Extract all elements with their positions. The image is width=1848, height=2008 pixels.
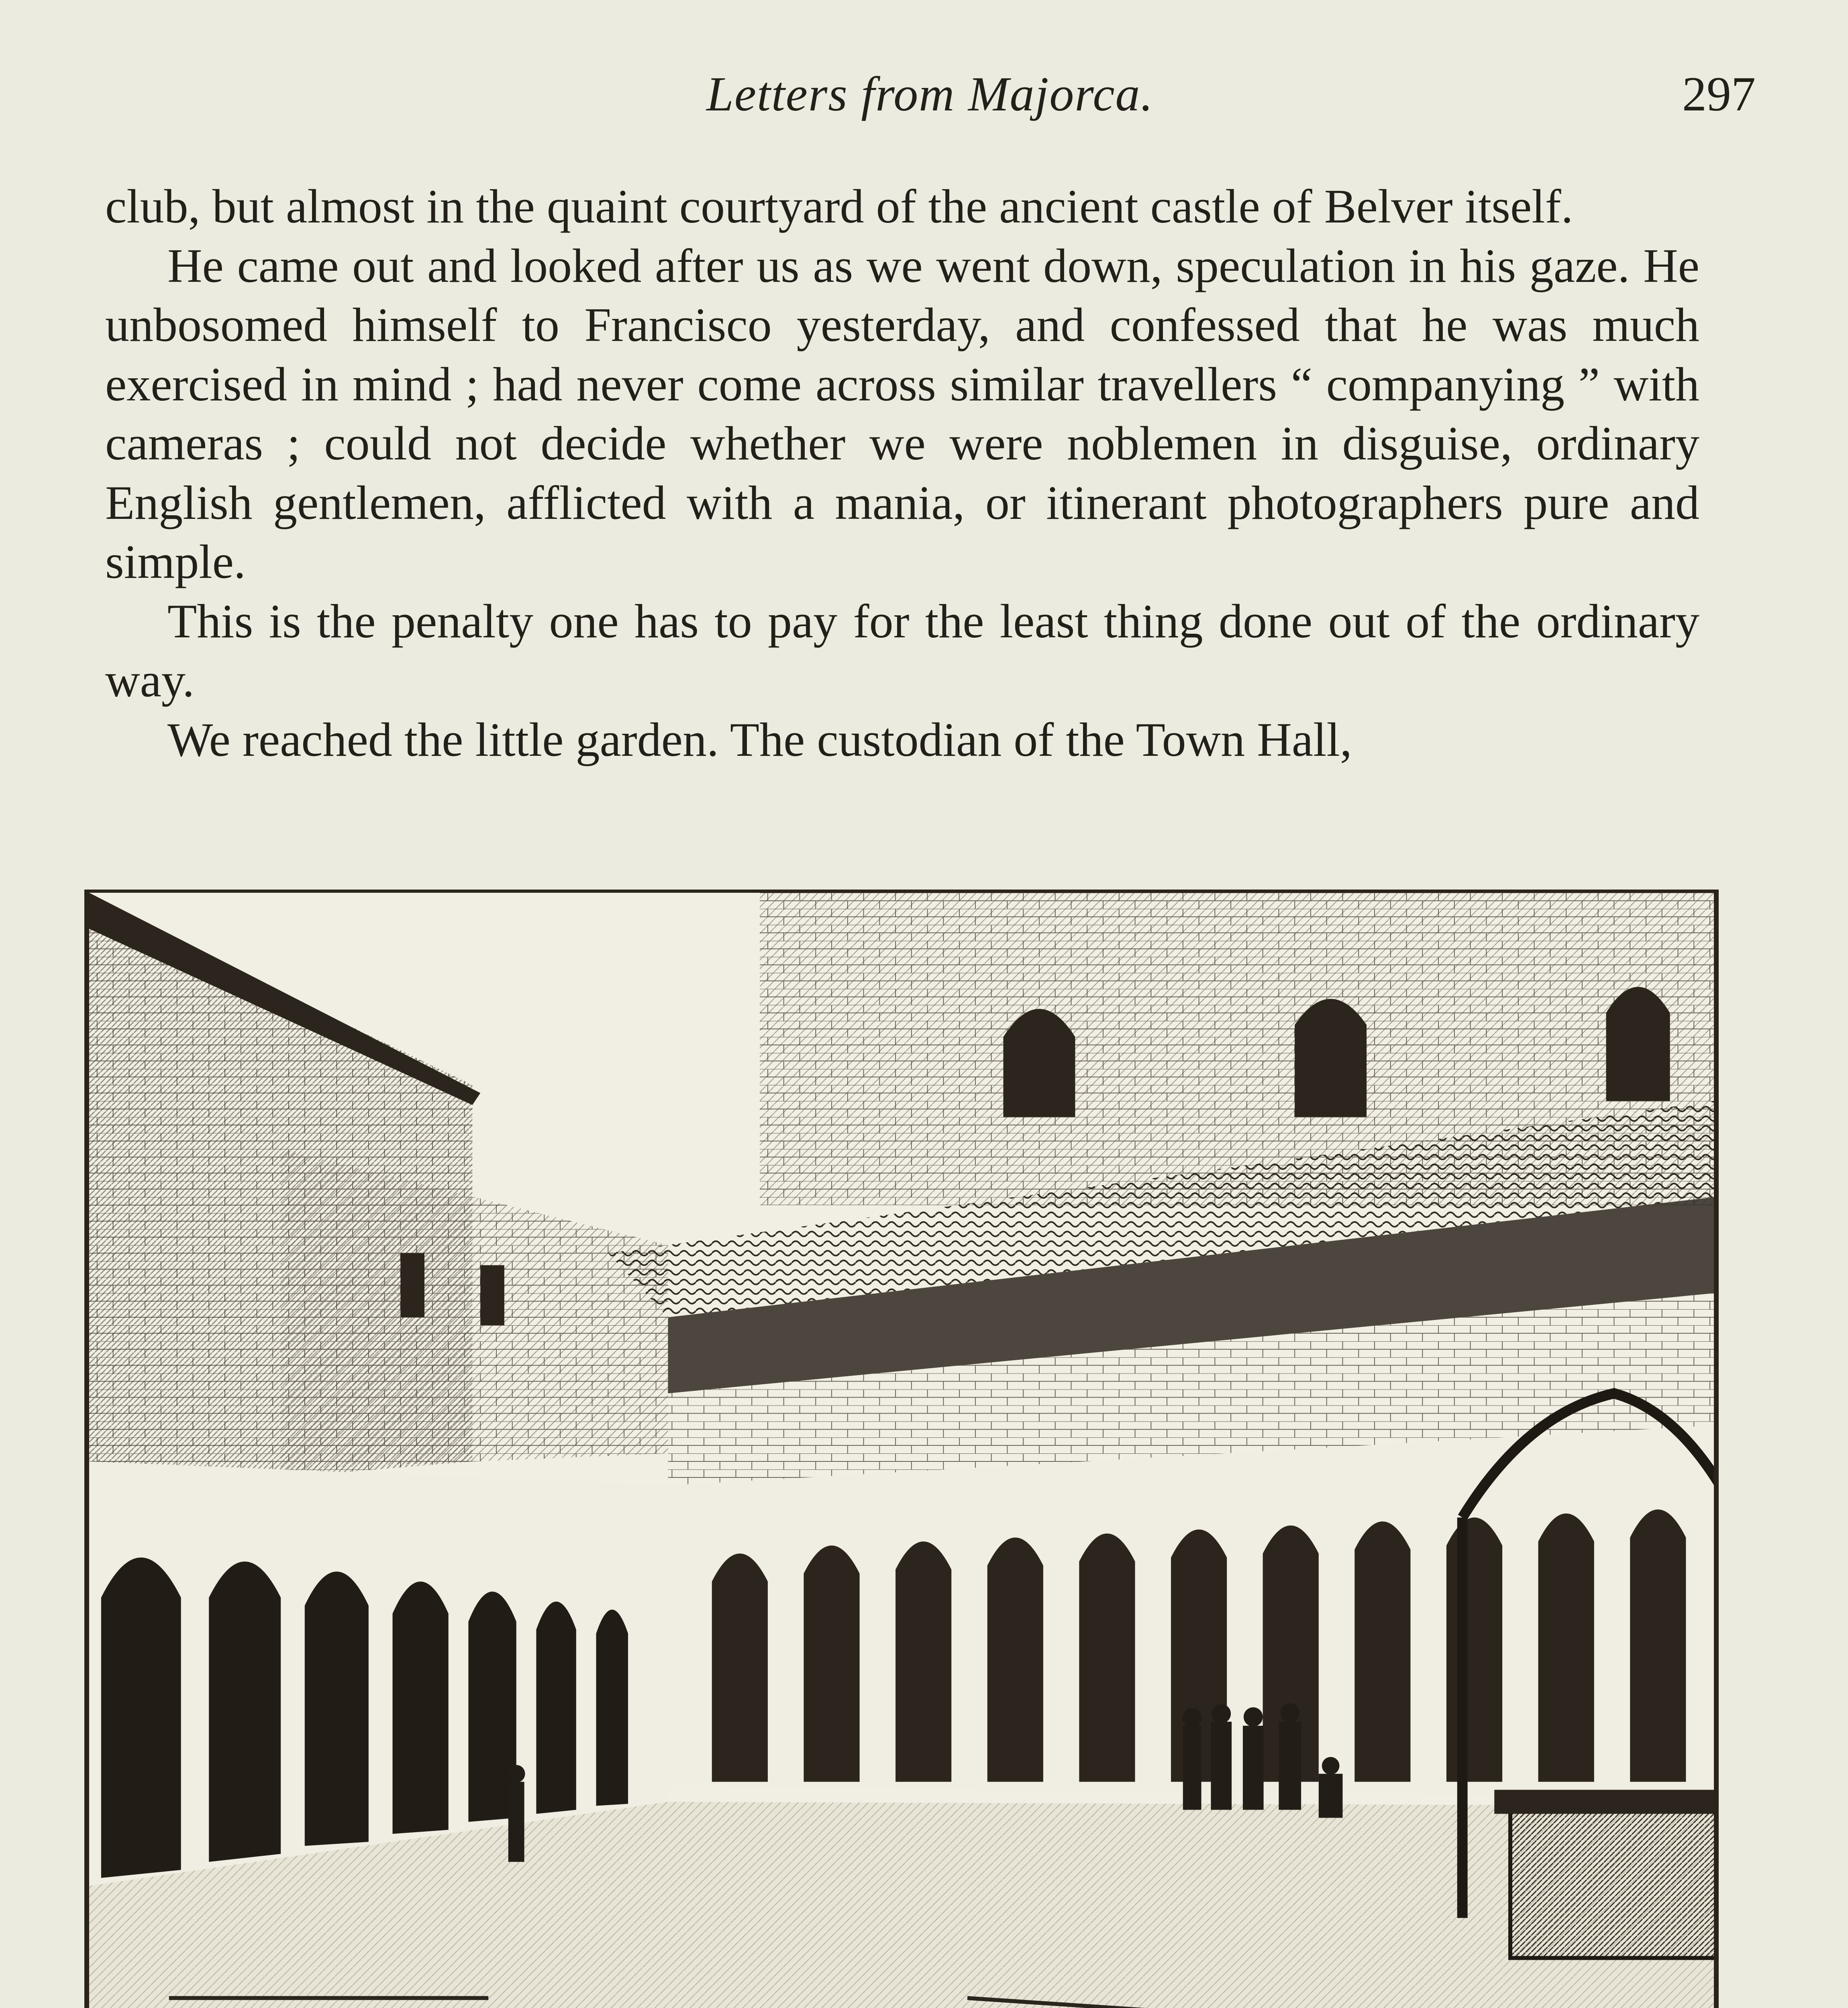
page-number: 297 bbox=[1682, 67, 1756, 121]
cloister-engraving bbox=[84, 890, 1719, 2008]
paragraph: He came out and looked after us as we went down, speculation in his gaze. He unbosomed himself to Francisco yesterday, and confessed that he was much exercised in mind ; had never come across similar travellers “ companying ” with cameras ; could not decide whether we were noblemen in disguise, ordinary English gentlemen, afflicted with a mania, or itinerant photographers pure and simple. bbox=[105, 239, 1699, 588]
figure bbox=[84, 890, 1719, 2008]
paragraph: We reached the little garden. The custodian of the Town Hall, bbox=[167, 712, 1352, 766]
running-title: Letters from Majorca. bbox=[706, 67, 1154, 121]
body-text-top bbox=[105, 177, 1699, 769]
paragraph: This is the penalty one has to pay for the least thing done out of the ordinary way. bbox=[105, 594, 1699, 707]
paragraph: club, but almost in the quaint courtyard of the ancient castle of Belver itself. bbox=[105, 180, 1573, 233]
running-head bbox=[104, 60, 1756, 129]
